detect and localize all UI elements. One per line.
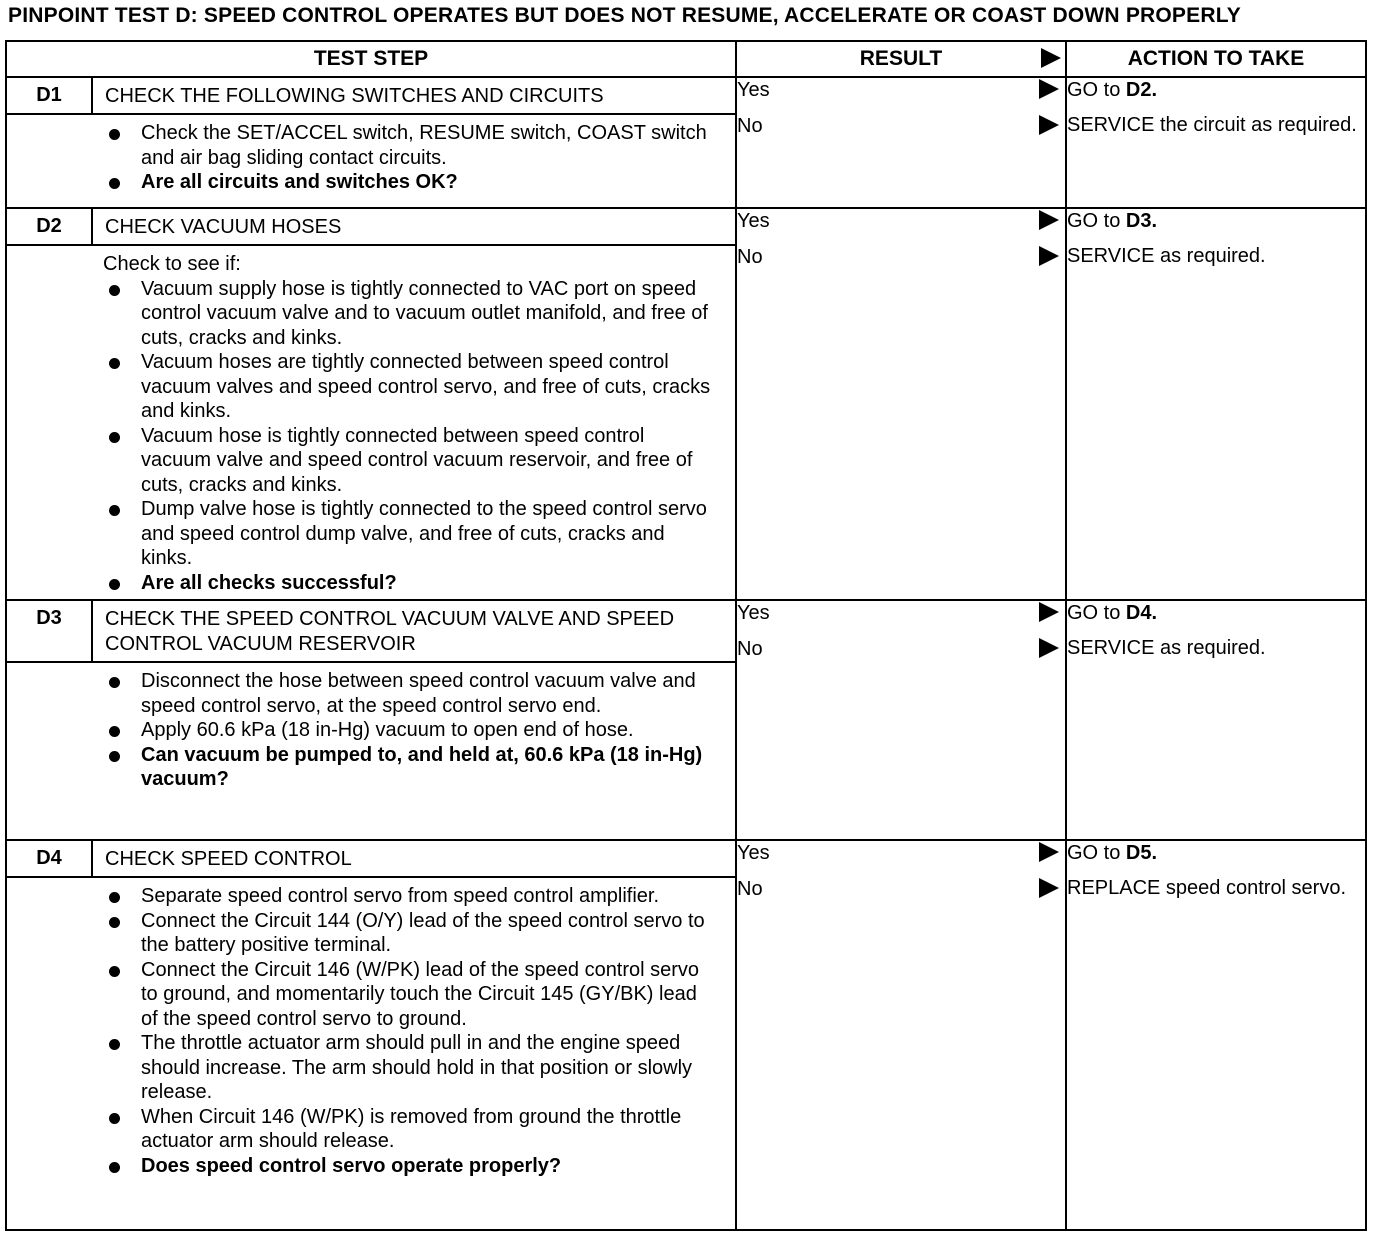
step-header	[7, 841, 735, 878]
step-bullet-list	[103, 277, 719, 596]
test-step-cell	[6, 840, 736, 1230]
step-id: D1	[7, 78, 93, 113]
step-bullet: When Circuit 146 (W/PK) is removed from ground the throttle actuator arm should release.	[103, 1105, 719, 1154]
action-yes-target: D2.	[1125, 79, 1158, 101]
step-bullet: Check the SET/ACCEL switch, RESUME switch, COAST switch and air bag sliding contact circuits.	[103, 121, 719, 170]
result-yes-label: Yes	[737, 79, 770, 101]
test-step-cell	[6, 208, 736, 600]
arrow-right-icon	[1039, 602, 1059, 622]
step-question: Are all circuits and switches OK?	[103, 170, 719, 195]
step-bullet-list	[103, 884, 719, 1178]
step-row	[6, 208, 1366, 600]
action-yes	[1067, 841, 1365, 866]
result-cell	[736, 600, 1066, 840]
step-question: Are all checks successful?	[103, 571, 719, 596]
arrow-right-icon	[1041, 48, 1061, 68]
step-bullet: The throttle actuator arm should pull in and the engine speed should increase. The arm should hold in that position or slowly release.	[103, 1031, 719, 1105]
step-bullet-list	[103, 669, 719, 792]
steps-body	[6, 77, 1366, 1230]
action-yes-target: D5.	[1125, 842, 1158, 864]
result-yes	[737, 78, 1065, 114]
action-no: SERVICE as required.	[1067, 637, 1266, 659]
arrow-right-icon	[1039, 246, 1059, 266]
action-cell	[1066, 600, 1366, 840]
result-header	[736, 41, 1066, 77]
result-cell	[736, 840, 1066, 1230]
arrow-right-icon	[1039, 638, 1059, 658]
step-row	[6, 77, 1366, 208]
step-row	[6, 600, 1366, 840]
action-no: SERVICE the circuit as required.	[1067, 114, 1357, 136]
action-yes	[1067, 78, 1365, 103]
result-yes	[737, 209, 1065, 245]
step-title: CHECK SPEED CONTROL	[105, 848, 352, 870]
result-yes-label: Yes	[737, 602, 770, 624]
result-no-label: No	[737, 638, 763, 660]
step-id: D4	[7, 841, 93, 876]
result-no-label: No	[737, 878, 763, 900]
step-bullet: Connect the Circuit 144 (O/Y) lead of the speed control servo to the battery positive terminal.	[103, 909, 719, 958]
action-cell	[1066, 77, 1366, 208]
arrow-right-icon	[1039, 878, 1059, 898]
step-bullet: Connect the Circuit 146 (W/PK) lead of the speed control servo to ground, and momentarily touch the Circuit 145 (GY/BK) lead of the speed control servo to ground.	[103, 958, 719, 1032]
test-step-header: TEST STEP	[6, 41, 736, 77]
step-id: D2	[7, 209, 93, 244]
step-id: D3	[7, 601, 93, 661]
step-question: Can vacuum be pumped to, and held at, 60.6 kPa (18 in-Hg) vacuum?	[103, 743, 719, 792]
arrow-right-icon	[1039, 115, 1059, 135]
pinpoint-test-table	[5, 40, 1367, 1231]
action-yes	[1067, 601, 1365, 626]
step-bullet-list	[103, 121, 719, 195]
action-yes-target: D3.	[1125, 210, 1158, 232]
step-body	[7, 115, 735, 199]
test-step-cell	[6, 77, 736, 208]
step-header	[7, 601, 735, 663]
step-body	[7, 246, 735, 599]
step-header	[7, 209, 735, 246]
action-yes	[1067, 209, 1365, 234]
result-header-label: RESULT	[859, 47, 943, 70]
result-yes-label: Yes	[737, 842, 770, 864]
result-no	[737, 114, 1065, 150]
step-header	[7, 78, 735, 115]
step-title: CHECK THE FOLLOWING SWITCHES AND CIRCUITS	[105, 85, 604, 107]
step-row	[6, 840, 1366, 1230]
header-row	[6, 41, 1366, 77]
action-no: REPLACE speed control servo.	[1067, 877, 1347, 899]
action-yes-prefix: GO to	[1067, 210, 1126, 232]
result-yes	[737, 841, 1065, 877]
result-no	[737, 637, 1065, 673]
arrow-right-icon	[1039, 79, 1059, 99]
step-bullet: Separate speed control servo from speed control amplifier.	[103, 884, 719, 909]
step-bullet: Vacuum hoses are tightly connected between speed control vacuum valves and speed control servo, and free of cuts, cracks and kinks.	[103, 350, 719, 424]
step-question: Does speed control servo operate properly?	[103, 1154, 719, 1179]
step-body	[7, 663, 735, 796]
step-bullet: Disconnect the hose between speed control vacuum valve and speed control servo, at the speed control servo end.	[103, 669, 719, 718]
step-bullet: Dump valve hose is tightly connected to the speed control servo and speed control dump valve, and free of cuts, cracks and kinks.	[103, 497, 719, 571]
step-bullet: Apply 60.6 kPa (18 in-Hg) vacuum to open end of hose.	[103, 718, 719, 743]
result-no	[737, 877, 1065, 913]
action-yes-prefix: GO to	[1067, 79, 1126, 101]
result-yes-label: Yes	[737, 210, 770, 232]
result-no-label: No	[737, 115, 763, 137]
result-cell	[736, 208, 1066, 600]
action-no: SERVICE as required.	[1067, 245, 1266, 267]
result-cell	[736, 77, 1066, 208]
arrow-right-icon	[1039, 210, 1059, 230]
step-title: CHECK THE SPEED CONTROL VACUUM VALVE AND SPEED CONTROL VACUUM RESERVOIR	[105, 608, 675, 655]
action-header: ACTION TO TAKE	[1066, 41, 1366, 77]
action-yes-target: D4.	[1125, 602, 1158, 624]
action-yes-prefix: GO to	[1067, 842, 1126, 864]
result-no	[737, 245, 1065, 281]
page-title: PINPOINT TEST D: SPEED CONTROL OPERATES BUT DOES NOT RESUME, ACCELERATE OR COAST DOWN PROPERLY	[8, 4, 1242, 27]
step-intro: Check to see if:	[103, 253, 241, 275]
action-cell	[1066, 840, 1366, 1230]
step-body	[7, 878, 735, 1182]
action-yes-prefix: GO to	[1067, 602, 1126, 624]
action-cell	[1066, 208, 1366, 600]
step-title: CHECK VACUUM HOSES	[105, 216, 342, 238]
step-bullet: Vacuum hose is tightly connected between speed control vacuum valve and speed control vacuum reservoir, and free of cuts, cracks and kinks.	[103, 424, 719, 498]
result-yes	[737, 601, 1065, 637]
test-step-cell	[6, 600, 736, 840]
step-bullet: Vacuum supply hose is tightly connected to VAC port on speed control vacuum valve and to vacuum outlet manifold, and free of cuts, cracks and kinks.	[103, 277, 719, 351]
result-no-label: No	[737, 246, 763, 268]
arrow-right-icon	[1039, 842, 1059, 862]
